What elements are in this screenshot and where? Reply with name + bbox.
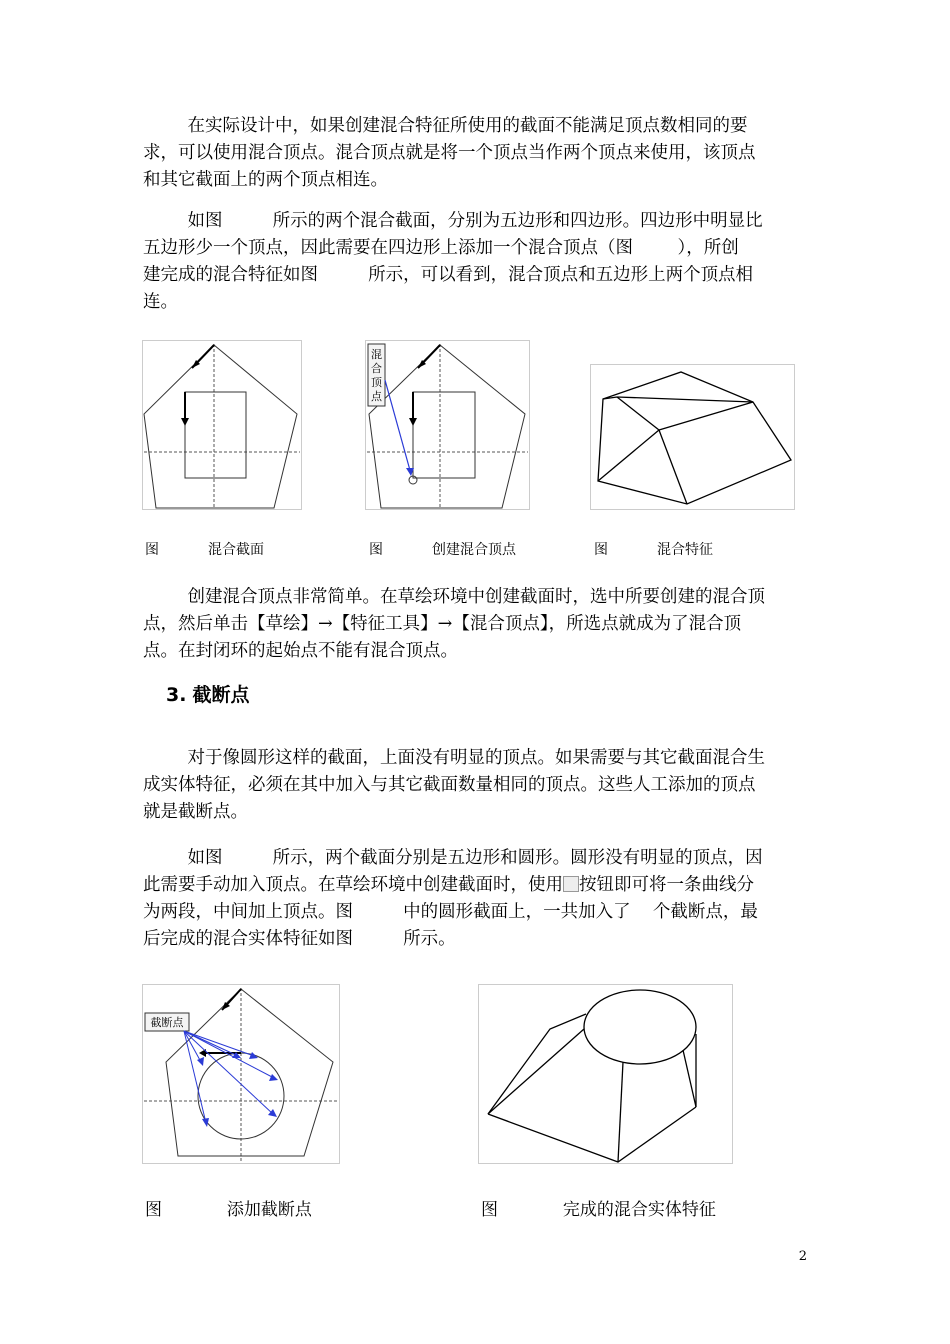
text-line: 如图 所示的两个混合截面，分别为五边形和四边形。四边形中明显比 [143, 211, 763, 231]
text-line: 连。 [143, 292, 178, 312]
break-point-label: 截断点 [150, 1016, 184, 1029]
text-line: 求，可以使用混合顶点。混合顶点就是将一个顶点当作两个顶点来使用，该顶点 [143, 143, 756, 163]
text-line: 和其它截面上的两个顶点相连。 [143, 170, 388, 190]
caption-figure-add-break-points: 图 添加截断点 [145, 1200, 312, 1220]
text-line: 后完成的混合实体特征如图 所示。 [143, 929, 456, 949]
caption-figure-blend-feature: 图 混合特征 [594, 542, 713, 558]
figure-create-blend-vertex [365, 340, 530, 510]
page-number: 2 [798, 1249, 807, 1264]
split-curve-icon [563, 876, 579, 892]
text-segment: 此需要手动加入顶点。在草绘环境中创建截面时，使用 [143, 875, 563, 895]
text-line: 对于像圆形这样的截面，上面没有明显的顶点。如果需要与其它截面混合生 [143, 748, 765, 768]
paragraph-create-blend-vertex [143, 584, 809, 665]
text-line: 创建混合顶点非常简单。在草绘环境中创建截面时，选中所要创建的混合顶 [143, 587, 765, 607]
figure-finished-blend-solid [478, 984, 733, 1164]
caption-figure-finished-blend-solid: 图 完成的混合实体特征 [481, 1200, 716, 1220]
paragraph-blend-vertex-intro [143, 113, 809, 194]
paragraph-break-point-example [143, 845, 809, 953]
caption-figure-create-blend-vertex: 图 创建混合顶点 [369, 542, 516, 558]
text-line: 点，然后单击【草绘】→【特征工具】→【混合顶点】，所选点就成为了混合顶 [143, 614, 742, 634]
section-title: 截断点 [192, 684, 250, 706]
blend-vertex-label-char: 混 [371, 348, 382, 361]
blend-vertex-label-char: 合 [371, 362, 382, 375]
text-line [143, 872, 809, 899]
section-heading [166, 680, 249, 707]
figure-blend-feature [590, 364, 795, 510]
text-line: 点。在封闭环的起始点不能有混合顶点。 [143, 641, 458, 661]
text-line: 为两段，中间加上顶点。图 中的圆形截面上，一共加入了 个截断点，最 [143, 902, 758, 922]
blend-vertex-label-char: 顶 [371, 376, 382, 389]
text-line: 如图 所示，两个截面分别是五边形和圆形。圆形没有明显的顶点，因 [143, 848, 763, 868]
section-number: 3. [166, 684, 187, 706]
caption-figure-blend-sections: 图 混合截面 [145, 542, 264, 558]
text-line: 成实体特征，必须在其中加入与其它截面数量相同的顶点。这些人工添加的顶点 [143, 775, 756, 795]
text-segment: 按钮即可将一条曲线分 [579, 875, 754, 895]
figure-add-break-points [142, 984, 340, 1164]
text-line: 就是截断点。 [143, 802, 248, 822]
text-line: 在实际设计中，如果创建混合特征所使用的截面不能满足顶点数相同的要 [143, 116, 748, 136]
text-line: 五边形少一个顶点，因此需要在四边形上添加一个混合顶点（图 ），所创 [143, 238, 739, 258]
blend-vertex-label-char: 点 [371, 390, 382, 403]
paragraph-blend-sections [143, 208, 809, 316]
paragraph-break-point-intro [143, 745, 809, 826]
figure-blend-sections [142, 340, 302, 510]
text-line: 建完成的混合特征如图 所示，可以看到，混合顶点和五边形上两个顶点相 [143, 265, 754, 285]
